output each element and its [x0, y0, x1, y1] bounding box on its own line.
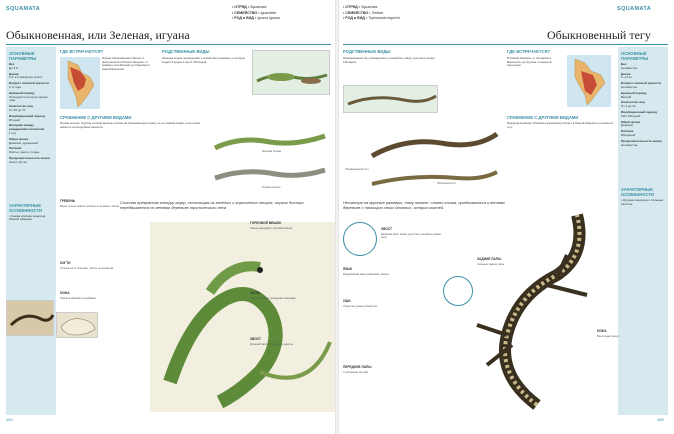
compare-illustration: [367, 116, 502, 196]
lizard-illustration: [344, 86, 439, 114]
stat-item: [9, 105, 53, 113]
classif-value: Iguana iguana: [257, 16, 280, 20]
stat-item: [621, 63, 665, 71]
stat-key: Брачный период: [9, 90, 35, 95]
label-title: ГРЕБЕНЬ: [60, 199, 76, 203]
lizard-illustration: [253, 51, 331, 96]
stat-item: [621, 111, 665, 119]
classif-key: • РОД и ВИД •: [232, 16, 257, 20]
label-title: ГОРЛОВОЙ МЕШОК: [250, 221, 282, 225]
right-title: Обыкновенный тегу: [547, 28, 651, 42]
stat-key: Длина: [621, 71, 631, 76]
stat-value: Всеядный: [621, 133, 636, 138]
stat-value: От 4 до 32: [621, 104, 636, 109]
label-description: Длинный хвост служит для защиты.: [250, 343, 294, 346]
label-description: Самцы раздувают горловой мешок.: [250, 227, 293, 230]
right-classification: [343, 5, 400, 22]
left-classification: [232, 5, 280, 22]
stat-key: Инкубационный период: [9, 113, 45, 118]
title-rule: [6, 44, 331, 45]
stat-key: Количество яиц: [9, 104, 33, 109]
label-description: Открытые ушные отверстия.: [343, 305, 378, 308]
range-map: [567, 55, 611, 107]
classif-key: • СЕМЕЙСТВО •: [232, 10, 260, 15]
stat-key: Интервал между рождениями потомства: [9, 123, 45, 132]
detail-circle: [343, 222, 377, 256]
stat-item: [9, 82, 53, 90]
lizard-illustration: [150, 222, 335, 412]
label-description: Блестящая чешуя.: [597, 335, 620, 338]
stat-value: Дневной, древесный: [9, 140, 38, 145]
stat-value: Листья, цветы, плоды: [9, 150, 40, 155]
lizard-illustration: [7, 301, 55, 337]
classif-key: • РОД и ВИД •: [343, 16, 368, 20]
classif-key: • ОТРЯД •: [343, 5, 360, 9]
stat-value: Дневной: [621, 123, 633, 128]
related-photo: [343, 85, 438, 113]
stat-key: Продолжительность жизни: [9, 156, 50, 160]
map-icon: [60, 57, 100, 109]
stat-key: Возраст половой зрелости: [621, 81, 662, 86]
sidebar-title: ОСНОВНЫЕ ПАРАМЕТРЫ: [9, 51, 37, 62]
right-runhead: SQUAMATA: [617, 6, 652, 12]
label-title: КОГТИ: [60, 261, 71, 265]
left-sidebar: [6, 47, 56, 415]
stat-item: [621, 73, 665, 81]
label-description: Острые когти помогают лазать по деревьям.: [60, 267, 114, 270]
stat-key: Брачный период: [621, 90, 647, 95]
label-title: ХВОСТ: [250, 337, 261, 341]
features-text: • Самая крупная ящерица Южной Америки.: [9, 213, 46, 222]
stat-key: Питание: [9, 146, 22, 151]
stat-key: Продолжительность жизни: [621, 138, 662, 143]
label-title: КОЖА: [60, 291, 70, 295]
stat-key: Длина: [9, 71, 19, 76]
where-text: Игуана обыкновенная обитает в Центральной и Южной Америке, от крайнего юга Мексики до Парагвая и южной Бразилии.: [102, 57, 150, 71]
stat-item: [621, 140, 665, 148]
classif-value: Iguanidae: [260, 10, 277, 15]
compare-label-2: Полосатый тегу: [437, 182, 456, 185]
right-page: [337, 0, 674, 434]
stat-value: Неизвестна: [621, 142, 638, 147]
compare-text: Игуана носорог (Cyclura cornuta) внешне похожа на обыкновенную игуану, но ее окраска серая, а на голове имеются рогоподобные выросты.: [60, 122, 201, 129]
main-illustration: [467, 205, 617, 415]
classif-key: • СЕМЕЙСТВО •: [343, 10, 371, 15]
stat-item: [9, 157, 53, 165]
related-text: Зеленая игуана принадлежит к семейству игуановых, в которое входит 8 родов и около 700 видов.: [162, 57, 245, 64]
label-title: ХВОСТ: [381, 227, 392, 231]
compare-label-1: Зеленая игуана: [262, 150, 281, 153]
label-description: Вдоль спины тянется гребень из длинных шипов.: [60, 205, 120, 208]
skull-icon: [57, 313, 99, 339]
stat-key: Образ жизни: [9, 136, 29, 141]
main-illustration: [150, 222, 335, 412]
stat-item: [9, 138, 53, 146]
related-title: РОДСТВЕННЫЕ ВИДЫ: [343, 49, 391, 54]
stat-item: [9, 147, 53, 155]
label-title: ЛАПЫ: [250, 291, 260, 295]
features-title: ХАРАКТЕРНЫЕ ОСОБЕННОСТИ: [9, 202, 43, 213]
title-rule: [343, 44, 668, 45]
stat-value: До 4 кг: [9, 65, 19, 70]
stat-key: Инкубационный период: [621, 110, 657, 115]
label-description: Покрыта мелкими чешуйками.: [60, 297, 97, 300]
label-title: ЗАДНИЕ ЛАПЫ: [477, 257, 502, 261]
label-description: Сильные лапы с длинными пальцами.: [250, 297, 297, 300]
compare-label-2: Игуана-носорог: [262, 186, 281, 189]
stat-value: 1–1,5 м: [621, 75, 632, 80]
classif-key: • ОТРЯД •: [232, 5, 249, 9]
features-text: • Крупная ящерица с сильным хвостом.: [621, 198, 664, 207]
classif-value: Teiidae: [371, 10, 383, 15]
range-map: [60, 57, 100, 109]
stats-list: [6, 63, 56, 165]
right-page-number: 485: [657, 417, 664, 422]
lizard-illustration: [467, 205, 617, 415]
right-sidebar: [618, 47, 668, 415]
stat-value: 1,5–2 м (включая хвост): [9, 75, 43, 80]
compare-label-1: Обыкновенный тегу: [345, 168, 369, 171]
compare-title: СРАВНЕНИЕ С ДРУГИМИ ВИДАМИ: [507, 115, 579, 120]
label-description: Длинный хвост может достигать половины длины тела.: [381, 233, 441, 240]
left-runhead: SQUAMATA: [6, 6, 41, 12]
detail-circle: [443, 276, 473, 306]
stat-value: 2–3 года: [9, 85, 21, 90]
stat-key: Вес: [9, 62, 15, 67]
where-title: ГДЕ ВСТРЕЧАЕТСЯ?: [507, 49, 551, 54]
label-title: КОЖА: [597, 329, 607, 333]
stat-item: [621, 121, 665, 129]
stat-key: Вес: [621, 62, 627, 67]
related-photo: [252, 50, 330, 95]
where-title: ГДЕ ВСТРЕЧАЕТСЯ?: [60, 49, 104, 54]
stat-value: От 20 до 70: [9, 108, 26, 113]
label-title: ПЕРЕДНИЕ ЛАПЫ: [343, 365, 372, 369]
map-icon: [567, 55, 611, 107]
features-title: ХАРАКТЕРНЫЕ ОСОБЕННОСТИ: [621, 187, 655, 198]
left-title: Обыкновенная, или Зеленая, игуана: [6, 28, 190, 42]
stat-value: Около 10 лет: [9, 159, 28, 164]
stat-item: [621, 92, 665, 100]
label-description: Раздвоенный язык улавливает запахи.: [343, 273, 390, 276]
related-text: Обыкновенный тегу принадлежит к семейству тейид, в которое входит 118 видов.: [343, 57, 436, 64]
label-title: ЯЗЫК: [343, 267, 353, 271]
related-title: РОДСТВЕННЫЕ ВИДЫ: [162, 49, 210, 54]
stat-item: [9, 115, 53, 123]
classif-value: Squamata: [360, 5, 378, 9]
callout-text: Сильная прекрасная кенгуру-ящер, состоящая из зеленых и коричневых чешуек, игуана быстро передвигается по ветвям деревьев тропического леса: [120, 200, 304, 210]
where-text: В Южной Америке, от Колумбии и Венесуэлы до Уругвая и северной Аргентины.: [507, 57, 552, 68]
stat-item: [621, 130, 665, 138]
stat-key: Количество яиц: [621, 100, 645, 105]
left-page-number: 484: [6, 417, 13, 422]
stat-key: Образ жизни: [621, 119, 641, 124]
classif-value: Tupinambis teguixin: [368, 16, 400, 20]
skull-illustration: [56, 312, 98, 338]
compare-title: СРАВНЕНИЕ С ДРУГИМИ ВИДАМИ: [60, 115, 132, 120]
stat-key: Возраст половой зрелости: [9, 81, 50, 86]
label-description: С длинными когтями.: [343, 371, 369, 374]
stats-list: [618, 63, 668, 147]
stat-value: 90 дней: [9, 117, 20, 122]
classif-value: Squamata: [249, 5, 267, 9]
stat-value: Весной: [621, 94, 632, 99]
stat-item: [9, 63, 53, 71]
stat-value: Приходится на сухое время года: [9, 94, 48, 103]
compare-illustration: [210, 118, 330, 193]
stat-key: Питание: [621, 129, 634, 134]
compare-text: Ящерица-крокодил (Dracaena guianensis) обитает в Южной Америке и похожа на тегу.: [507, 122, 613, 129]
sidebar-title: ОСНОВНЫЕ ПАРАМЕТРЫ: [621, 51, 649, 62]
label-title: УШИ: [343, 299, 351, 303]
stat-item: [9, 73, 53, 81]
stat-value: Неизвестен: [621, 65, 638, 70]
callout-text: Несмотря на крупные размеры, тегу может, словно кошка, приближаться к ветвям деревьев с помощью своих длинных, острых когтей.: [343, 200, 505, 210]
stat-value: Неизвестен: [621, 85, 638, 90]
stat-item: [9, 124, 53, 135]
stat-item: [621, 82, 665, 90]
habitat-photo: [6, 300, 54, 336]
stat-value: 140–160 дней: [621, 113, 641, 118]
stat-item: [621, 101, 665, 109]
stat-item: [9, 92, 53, 103]
label-description: Сильные задние лапы.: [477, 263, 505, 266]
stat-value: 1 год: [9, 131, 16, 136]
